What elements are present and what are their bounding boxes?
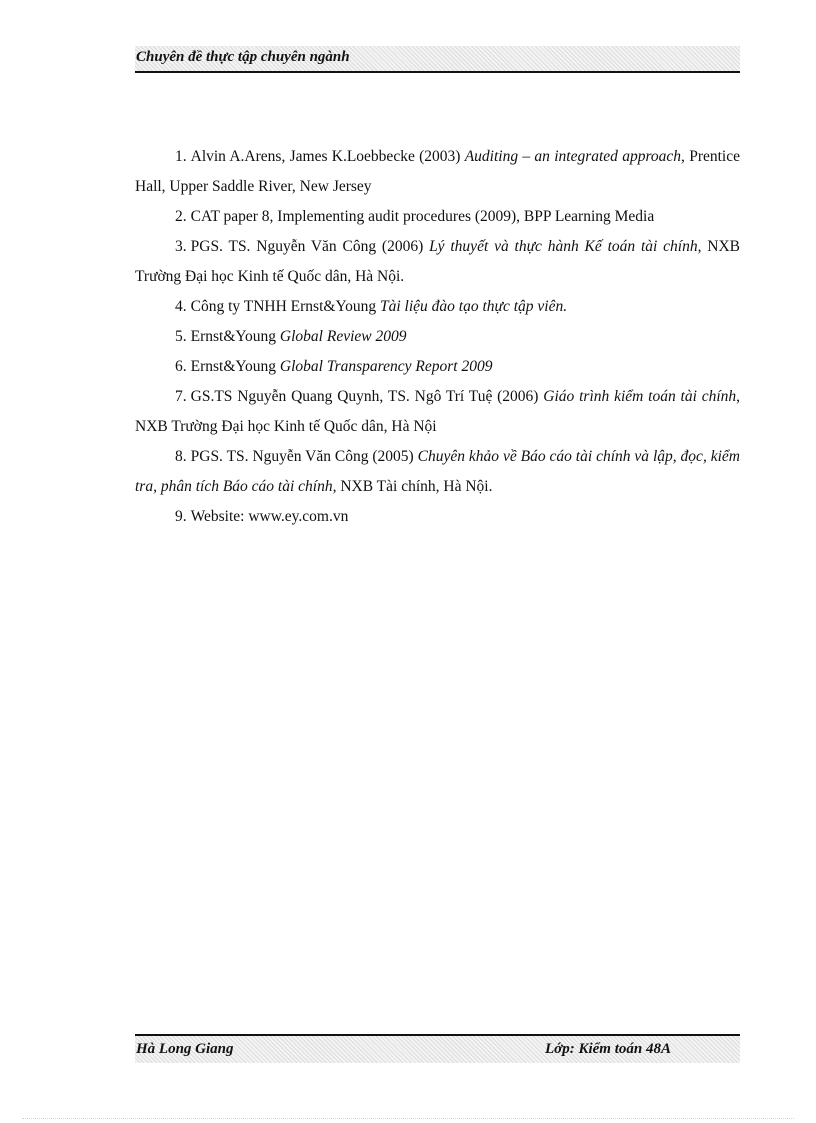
footer-author: Hà Long Giang [136, 1041, 234, 1057]
reference-title: Chuyên khảo về Báo cáo tài chính và lập, đọc, kiểm tra, phân tích Báo cáo tài chính, [135, 448, 740, 495]
reference-title: Lý thuyết và thực hành Kế toán tài chính, [429, 238, 702, 255]
footer-class: Lớp: Kiểm toán 48A [545, 1041, 671, 1057]
reference-item [135, 142, 740, 202]
reference-list [135, 142, 740, 532]
reference-number: 2. [175, 208, 187, 225]
reference-text: Ernst&Young [190, 328, 280, 345]
page-edge-divider [22, 1118, 794, 1119]
page-header [135, 46, 740, 73]
reference-title: Giáo trình kiểm toán tài chính [543, 388, 737, 405]
reference-item [135, 352, 740, 382]
reference-text: GS.TS Nguyễn Quang Quynh, TS. Ngô Trí Tuệ (2006) [190, 388, 544, 405]
reference-item [135, 292, 740, 322]
reference-text: Ernst&Young [190, 358, 280, 375]
reference-text: Website: www.ey.com.vn [190, 508, 349, 525]
reference-number: 7. [175, 388, 187, 405]
reference-publisher: , NXB Trường Đại học Kinh tế Quốc dân, Hà Nội [135, 388, 741, 435]
reference-title: Tài liệu đào tạo thực tập viên. [379, 298, 568, 315]
reference-number: 4. [175, 298, 187, 315]
reference-item [135, 202, 740, 232]
reference-item [135, 502, 740, 532]
reference-number: 9. [175, 508, 187, 525]
reference-item [135, 322, 740, 352]
page-footer [135, 1034, 740, 1063]
reference-title: Global Transparency Report 2009 [279, 358, 493, 375]
reference-text: Công ty TNHH Ernst&Young [190, 298, 380, 315]
reference-item [135, 382, 740, 442]
reference-publisher: NXB Trường Đại học Kinh tế Quốc dân, Hà Nội. [135, 238, 740, 285]
reference-publisher: , Prentice Hall, Upper Saddle River, New Jersey [135, 148, 740, 195]
reference-text: Alvin A.Arens, James K.Loebbecke (2003) [190, 148, 465, 165]
reference-number: 1. [175, 148, 187, 165]
reference-item [135, 442, 740, 502]
reference-title: Auditing – an integrated approach [464, 148, 682, 165]
reference-number: 3. [175, 238, 187, 255]
reference-publisher: NXB Tài chính, Hà Nội. [336, 478, 493, 495]
reference-title: Global Review 2009 [279, 328, 407, 345]
reference-text: CAT paper 8, Implementing audit procedures (2009), BPP Learning Media [190, 208, 655, 225]
reference-number: 8. [175, 448, 187, 465]
reference-text: PGS. TS. Nguyễn Văn Công (2005) [190, 448, 418, 465]
reference-number: 5. [175, 328, 187, 345]
reference-number: 6. [175, 358, 187, 375]
reference-item [135, 232, 740, 292]
header-title: Chuyên đề thực tập chuyên ngành [136, 49, 350, 65]
reference-text: PGS. TS. Nguyễn Văn Công (2006) [190, 238, 430, 255]
